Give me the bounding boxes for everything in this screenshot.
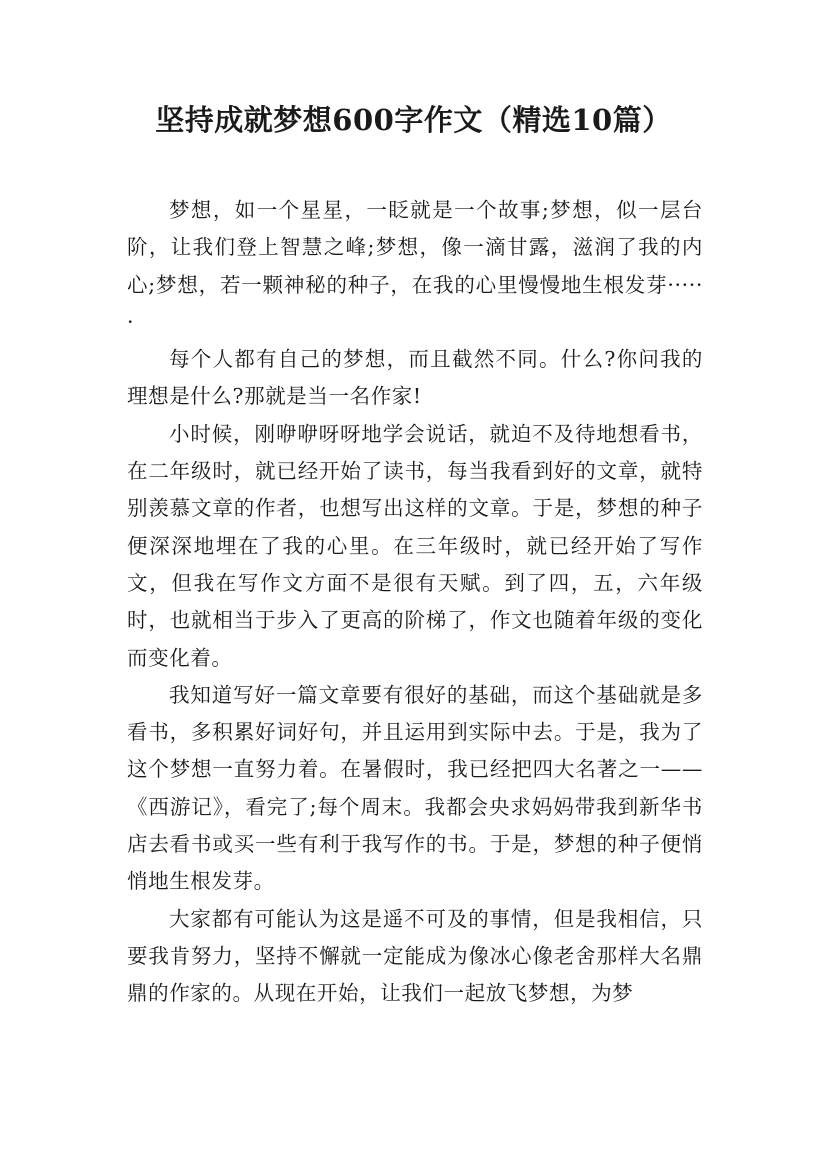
paragraph: 我知道写好一篇文章要有很好的基础，而这个基础就是多看书，多积累好词好句，并且运用到实际中去。于是，我为了这个梦想一直努力着。在暑假时，我已经把四大名著之一——《西游记》，看完了;每个周末。我都会央求妈妈带我到新华书店去看书或买一些有利于我写作的书。于是，梦想的种子便悄悄地生根发芽。 [127,682,703,894]
paragraph: 每个人都有自己的梦想，而且截然不同。什么?你问我的理想是什么?那就是当一名作家! [127,347,703,409]
document-title: 坚持成就梦想600字作文（精选10篇） [155,103,672,137]
document-body [127,192,703,1013]
paragraph: 梦想，如一个星星，一眨就是一个故事;梦想，似一层台阶，让我们登上智慧之峰;梦想，像一滴甘露，滋润了我的内心;梦想，若一颗神秘的种子，在我的心里慢慢地生根发芽······ [127,198,703,334]
paragraph: 大家都有可能认为这是遥不可及的事情，但是我相信，只要我肯努力，坚持不懈就一定能成为像冰心像老舍那样大名鼎鼎的作家的。从现在开始，让我们一起放飞梦想，为梦 [127,906,703,1006]
paragraph: 小时候，刚咿咿呀呀地学会说话，就迫不及待地想看书，在二年级时，就已经开始了读书，每当我看到好的文章，就特别羡慕文章的作者，也想写出这样的文章。于是，梦想的种子便深深地埋在了我的心里。在三年级时，就已经开始了写作文，但我在写作文方面不是很有天赋。到了四，五，六年级时，也就相当于步入了更高的阶梯了，作文也随着年级的变化而变化着。 [127,421,703,670]
